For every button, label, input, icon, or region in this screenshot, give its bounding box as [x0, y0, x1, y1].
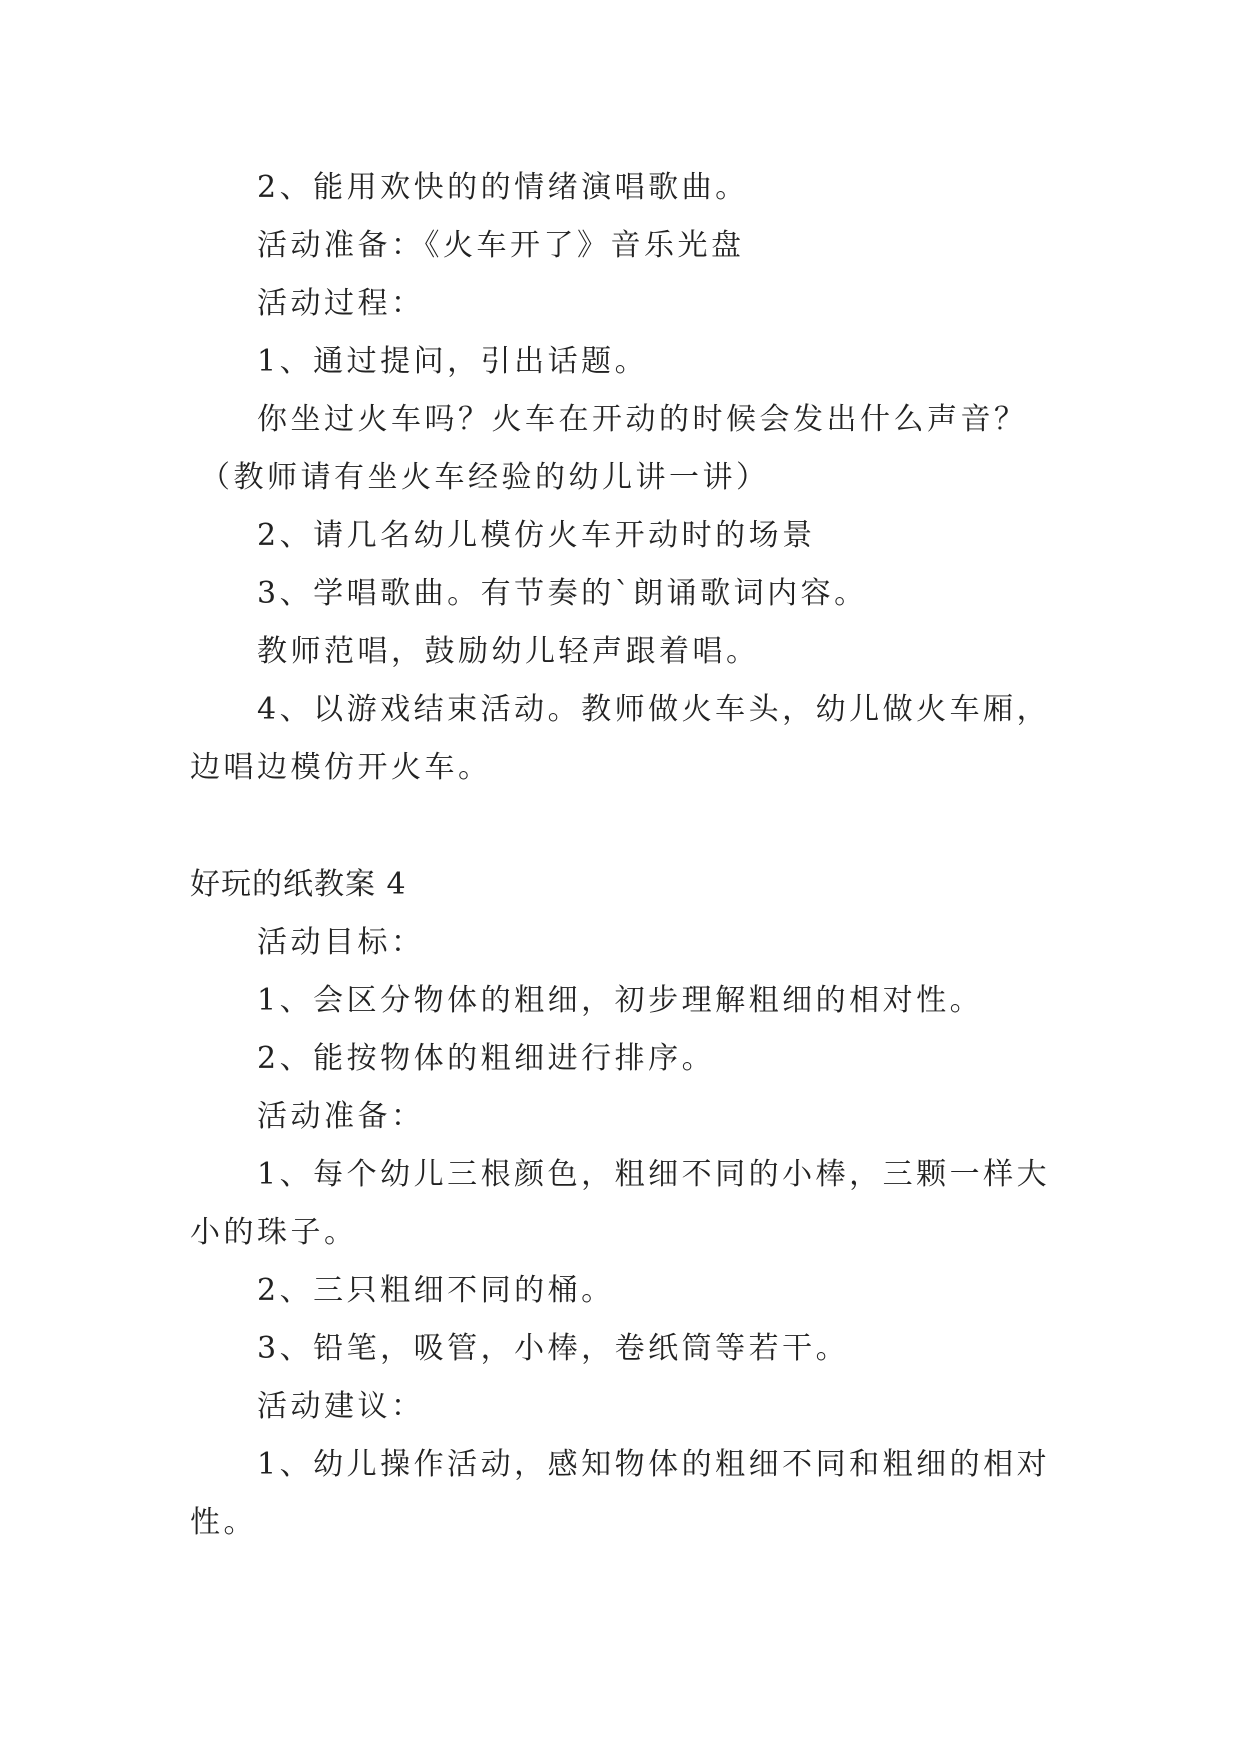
paragraph-preparation: 活动准备：《火车开了》音乐光盘 [257, 228, 745, 263]
paragraph-step-4-cont: 边唱边模仿开火车。 [190, 750, 492, 785]
paragraph-preparation-heading: 活动准备： [257, 1099, 425, 1134]
paragraph-process-heading: 活动过程： [257, 286, 425, 321]
paragraph-step-4: 4、以游戏结束活动。教师做火车头，幼儿做火车厢， [257, 692, 1051, 727]
paragraph-preparation-3: 3、铅笔，吸管，小棒，卷纸筒等若干。 [257, 1331, 850, 1366]
paragraph-objective-2: 2、能按物体的粗细进行排序。 [257, 1041, 716, 1076]
paragraph-step-3: 3、学唱歌曲。有节奏的`朗诵歌词内容。 [257, 576, 868, 611]
paragraph-objectives-heading: 活动目标： [257, 925, 425, 960]
paragraph-objective-1: 1、会区分物体的粗细，初步理解粗细的相对性。 [257, 983, 984, 1018]
section-title: 好玩的纸教案 4 [190, 867, 407, 902]
paragraph-question-note: （教师请有坐火车经验的幼儿讲一讲） [200, 460, 770, 495]
paragraph-step-2: 2、请几名幼儿模仿火车开动时的场景 [257, 518, 816, 553]
paragraph-preparation-1-cont: 小的珠子。 [190, 1215, 358, 1250]
paragraph-preparation-2: 2、三只粗细不同的桶。 [257, 1273, 615, 1308]
paragraph-goal-2: 2、能用欢快的的情绪演唱歌曲。 [257, 170, 749, 205]
paragraph-suggestion-1-cont: 性。 [190, 1505, 257, 1540]
paragraph-suggestions-heading: 活动建议： [257, 1389, 425, 1424]
paragraph-preparation-1: 1、每个幼儿三根颜色，粗细不同的小棒，三颗一样大 [257, 1157, 1051, 1192]
paragraph-question: 你坐过火车吗？火车在开动的时候会发出什么声音？ [257, 402, 1028, 437]
paragraph-teacher-sing: 教师范唱，鼓励幼儿轻声跟着唱。 [257, 634, 760, 669]
paragraph-step-1: 1、通过提问，引出话题。 [257, 344, 649, 379]
paragraph-suggestion-1: 1、幼儿操作活动，感知物体的粗细不同和粗细的相对 [257, 1447, 1051, 1482]
